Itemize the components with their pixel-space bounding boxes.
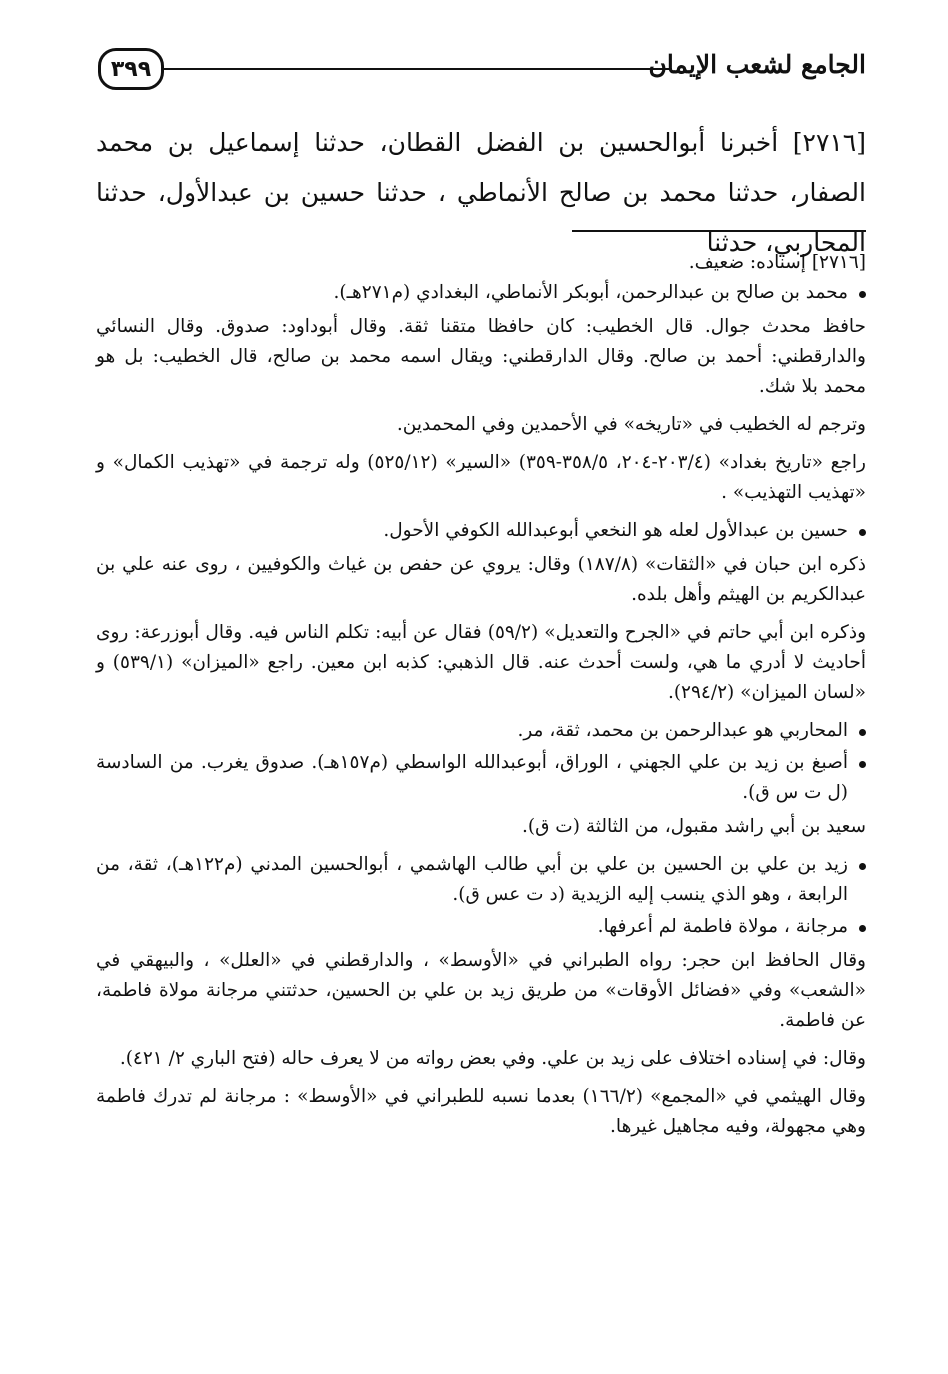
footnote-bullet: مرجانة ، مولاة فاطمة لم أعرفها. [96, 912, 866, 942]
page-number: ٣٩٩ [98, 48, 164, 90]
footnote-bullet: المحاربي هو عبدالرحمن بن محمد، ثقة، مر. [96, 716, 866, 746]
footnote-separator [572, 230, 866, 232]
footnote-paragraph: وقال الهيثمي في «المجمع» (١٦٦/٢) بعدما نسبه للطبراني في «الأوسط» : مرجانة لم تدرك فاطمة وهي مجهولة، وفيه مجاهيل غيرها. [96, 1086, 866, 1137]
book-title: الجامع لشعب الإيمان [648, 50, 866, 79]
footnote-paragraph: راجع «تاريخ بغداد» (٢٠٣/٤-٢٠٤، ٣٥٨/٥-٣٥٩) «السير» (٥٢٥/١٢) وله ترجمة في «تهذيب الكمال» و «تهذيب التهذيب» . [96, 452, 866, 503]
footnote-bullet: زيد بن علي بن الحسين بن علي بن أبي طالب الهاشمي ، أبوالحسين المدني (م١٢٢هـ)، ثقة، من الرابعة ، وهو الذي ينسب إليه الزيدية (د ت عس ق). [96, 850, 866, 910]
footnote-paragraph: وترجم له الخطيب في «تاريخه» في الأحمدين وفي المحمدين. [396, 414, 866, 435]
footnote-paragraph: ذكره ابن حبان في «الثقات» (١٨٧/٨) وقال: يروي عن حفص بن غياث والكوفيين ، روى عنه علي بن عبدالكريم بن الهيثم وأهل بلده. [96, 554, 866, 605]
main-text [96, 118, 866, 268]
footnote-paragraph: وذكره ابن أبي حاتم في «الجرح والتعديل» (٥٩/٢) فقال عن أبيه: تكلم الناس فيه. وقال أبوزرعة: روى أحاديث لا أدري ما هي، ولست أحدث عنه. قال الذهبي: كذبه ابن معين. راجع «الميزان» (٥٣٩/١) و «لسان الميزان» (٢٩٤/٢). [96, 622, 867, 703]
footnote-heading: [٢٧١٦] إسناده: ضعيف. [688, 252, 866, 273]
footnote-bullet: محمد بن صالح بن عبدالرحمن، أبوبكر الأنماطي، البغدادي (م٢٧١هـ). [96, 278, 866, 308]
footnote-paragraph: سعيد بن أبي راشد مقبول، من الثالثة (ت ق). [521, 816, 866, 837]
running-header [98, 44, 866, 100]
footnote-paragraph: وقال الحافظ ابن حجر: رواه الطبراني في «الأوسط» ، والدارقطني في «العلل» ، والبيهقي في «الشعب» وفي «فضائل الأوقات» من طريق زيد بن علي بن الحسين، حدثتني مرجانة مولاة فاطمة، عن فاطمة. [96, 950, 866, 1031]
main-paragraph: [٢٧١٦] أخبرنا أبوالحسين بن الفضل القطان، حدثنا إسماعيل بن محمد الصفار، حدثنا محمد بن صالح الأنماطي ، حدثنا حسين بن عبدالأول، حدثنا المحاربي، حدثنا [96, 128, 866, 257]
footnote-paragraph: حافظ محدث جوال. قال الخطيب: كان حافظا متقنا ثقة. وقال أبوداود: صدوق. وقال النسائي والدارقطني: أحمد بن صالح. وقال الدارقطني: ويقال اسمه محمد بن صالح، قال الخطيب: بل هو محمد بلا شك. [96, 316, 866, 397]
footnotes [96, 248, 866, 1150]
footnote-paragraph: وقال: في إسناده اختلاف على زيد بن علي. وفي بعض رواته من لا يعرف حاله (فتح الباري ٢/ ٤٢١). [119, 1048, 866, 1069]
footnote-bullet: حسين بن عبدالأول لعله هو النخعي أبوعبدالله الكوفي الأحول. [96, 516, 866, 546]
footnote-bullet: أصبغ بن زيد بن علي الجهني ، الوراق، أبوعبدالله الواسطي (م١٥٧هـ). صدوق يغرب. من السادسة (ل ت س ق). [96, 748, 866, 808]
header-rule [164, 68, 672, 70]
